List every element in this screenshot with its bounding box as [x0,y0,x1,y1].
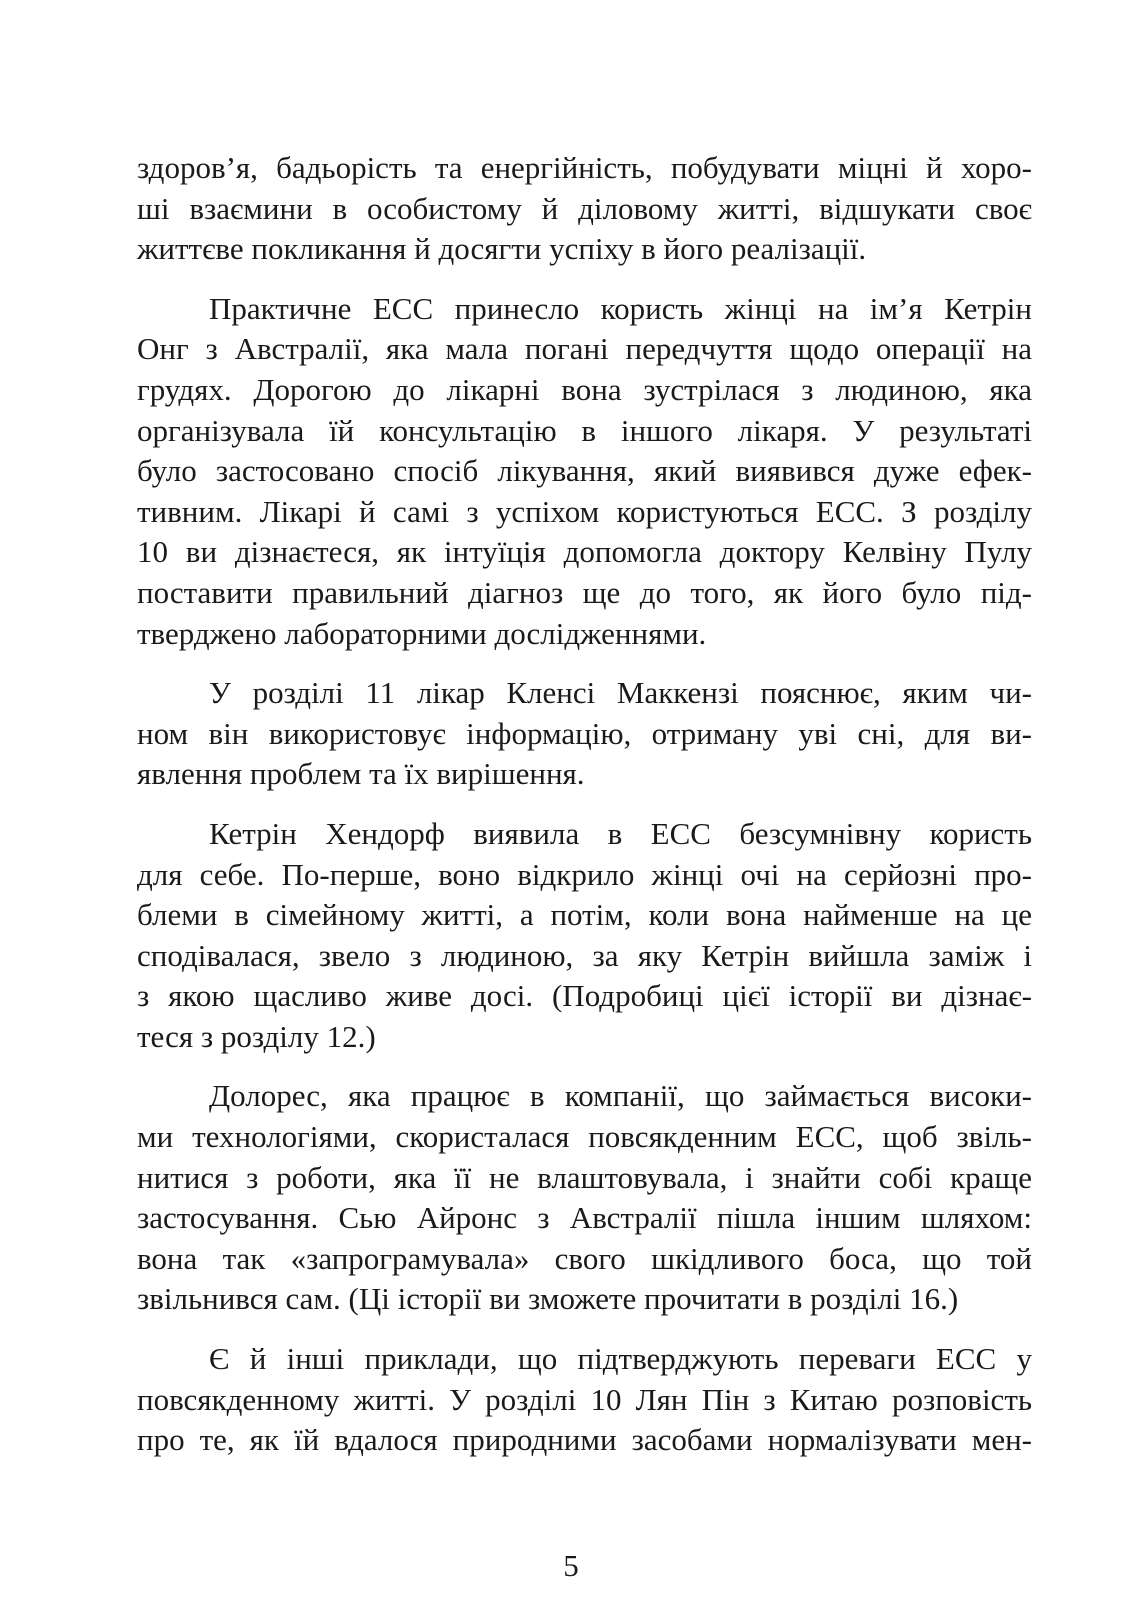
page-body-text [137,148,1032,1480]
text-line: сподівалася, звело з людиною, за яку Кетрін вийшла заміж і [137,937,1032,973]
text-line: Кетрін Хендорф виявила в ЕСС безсумнівну користь [209,815,1032,851]
paragraph [137,289,1032,654]
paragraph [137,673,1032,795]
text-line: грудях. Дорогою до лікарні вона зустрілася з людиною, яка [137,371,1032,407]
text-line: було застосовано спосіб лікування, який виявився дуже ефек- [137,453,1032,489]
text-line: нитися з роботи, яка її не влаштовувала, і знайти собі краще [137,1159,1032,1195]
text-line: тивним. Лікарі й самі з успіхом користуються ЕСС. З розділу [137,493,1032,529]
page-number: 5 [563,1548,579,1583]
text-line: ми технологіями, скористалася повсякденним ЕСС, щоб звіль- [137,1119,1032,1155]
text-line: про те, як їй вдалося природними засобами нормалізувати мен- [137,1422,1032,1458]
paragraph [137,1076,1032,1320]
text-line: для себе. По-перше, воно відкрило жінці очі на серйозні про- [137,856,1032,892]
text-line: з якою щасливо живе досі. (Подробиці цієї історії ви дізнає- [137,978,1032,1014]
text-line: життєве покликання й досягти успіху в його реалізації. [137,231,867,267]
text-line: 10 ви дізнаєтеся, як інтуїція допомогла доктору Келвіну Пулу [137,534,1032,570]
text-line: здоров’я, бадьорість та енергійність, побудувати міцні й хоро- [137,150,1032,185]
text-line: вона так «запрограмувала» свого шкідливого боса, що той [137,1240,1032,1276]
text-line: Онг з Австралії, яка мала погані передчуття щодо операції на [137,331,1032,367]
text-line: поставити правильний діагноз ще до того, як його було під- [137,574,1032,610]
paragraph [137,148,1032,270]
paragraph [137,1339,1032,1461]
text-line: ном він використовує інформацію, отриману уві сні, для ви- [137,715,1032,751]
text-line: тверджено лабораторними дослідженнями. [137,615,707,651]
text-line: застосування. Сью Айронс з Австралії пішла іншим шляхом: [137,1200,1032,1236]
text-line: Долорес, яка працює в компанії, що займається високи- [209,1078,1032,1114]
text-line: явлення проблем та їх вирішення. [137,756,585,792]
text-line: теся з розділу 12.) [137,1018,376,1054]
text-line: ші взаємини в особистому й діловому житті, відшукати своє [137,190,1032,226]
text-line: Є й інші приклади, що підтверджують переваги ЕСС у [209,1341,1032,1377]
text-line: Практичне ЕСС принесло користь жінці на ім’я Кетрін [209,290,1032,326]
text-line: блеми в сімейному житті, а потім, коли вона найменше на це [137,897,1032,933]
text-line: організувала їй консультацію в іншого лікаря. У результаті [137,412,1032,448]
text-line: звільнився сам. (Ці історії ви зможете прочитати в розділі 16.) [137,1281,959,1317]
paragraph [137,814,1032,1058]
text-line: повсякденному житті. У розділі 10 Лян Пін з Китаю розповість [137,1381,1032,1417]
text-line: У розділі 11 лікар Кленсі Маккензі пояснює, яким чи- [209,675,1032,711]
